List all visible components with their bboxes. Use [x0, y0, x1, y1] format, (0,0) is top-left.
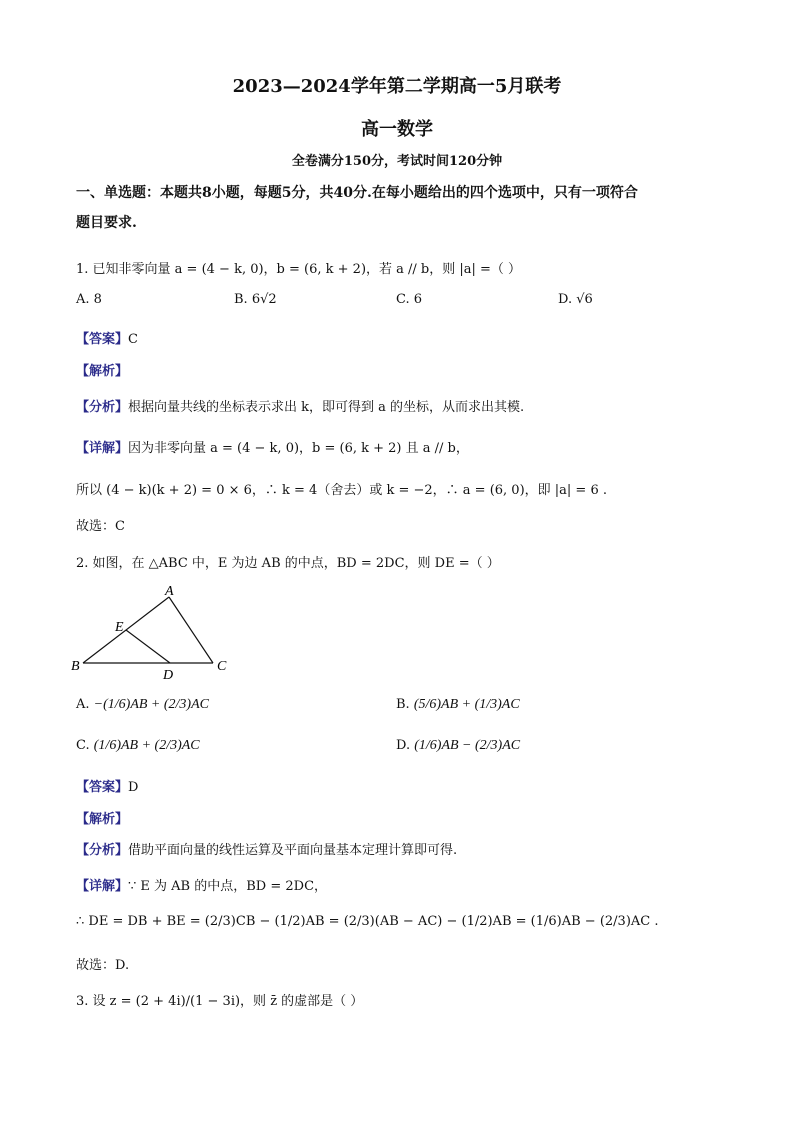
point-label-e: E — [115, 620, 124, 635]
q2-option-d — [396, 738, 520, 754]
option-label: D. — [558, 292, 573, 307]
q2-option-c — [76, 738, 200, 754]
option-label: C. — [396, 292, 410, 307]
q2-analysis — [76, 808, 128, 827]
fenxi-text: 借助平面向量的线性运算及平面向量基本定理计算即可得. — [128, 843, 458, 858]
q1-option-c — [396, 292, 422, 307]
q2-detail — [76, 875, 327, 894]
answer-tag: 【答案】 — [76, 780, 129, 795]
triangle-figure — [66, 582, 236, 682]
q1-fenxi — [76, 396, 524, 415]
section-heading-line2: 题目要求. — [76, 215, 137, 231]
detail-text: 因为非零向量 a = (4 − k, 0)，b = (6, k + 2) 且 a // b， — [128, 441, 469, 456]
option-text: 8 — [93, 292, 102, 307]
fenxi-text: 根据向量共线的坐标表示求出 k，即可得到 a 的坐标，从而求出其模. — [128, 400, 525, 415]
detail-tag: 【详解】 — [76, 879, 129, 894]
page-title: 2023—2024学年第二学期高一5月联考 — [232, 76, 562, 97]
q1-analysis — [76, 360, 128, 379]
q1-option-d — [558, 292, 593, 307]
fenxi-tag: 【分析】 — [76, 843, 129, 858]
vertex-label-b: B — [71, 659, 80, 674]
q3-stem: 3. 设 z = (2 + 4i)/(1 − 3i)，则 z̄ 的虚部是（ ） — [76, 994, 364, 1009]
detail-tag: 【详解】 — [76, 441, 129, 456]
q2-answer — [76, 776, 138, 795]
analysis-tag: 【解析】 — [76, 812, 129, 827]
option-text: √6 — [576, 292, 593, 307]
answer-tag: 【答案】 — [76, 332, 129, 347]
option-label: B. — [234, 292, 248, 307]
q2-fenxi — [76, 839, 457, 858]
q1-conclusion: 故选：C — [76, 519, 125, 534]
analysis-tag: 【解析】 — [76, 364, 129, 379]
option-label: D. — [396, 738, 411, 753]
option-text: (5/6)AB + (1/3)AC — [413, 697, 520, 712]
option-text: −(1/6)AB + (2/3)AC — [93, 697, 209, 712]
q1-detail-line2: 所以 (4 − k)(k + 2) = 0 × 6，∴ k = 4（舍去）或 k = −2，∴ a = (6, 0)，即 |a| = 6 . — [76, 483, 607, 498]
vertex-label-c: C — [217, 659, 227, 674]
q1-answer — [76, 328, 138, 347]
subject-title: 高一数学 — [361, 119, 433, 140]
q1-option-a — [76, 292, 102, 307]
q1-option-b — [234, 292, 277, 307]
option-text: (1/6)AB + (2/3)AC — [93, 738, 200, 753]
q2-option-a — [76, 697, 209, 713]
option-label: B. — [396, 697, 410, 712]
exam-info: 全卷满分150分，考试时间120分钟 — [291, 154, 503, 169]
q2-detail-line2: ∴ DE = DB + BE = (2/3)CB − (1/2)AB = (2/3)(AB − AC) − (1/2)AB = (1/6)AB − (2/3)AC . — [76, 914, 659, 929]
option-text: 6√2 — [251, 292, 277, 307]
section-heading-line1: 一、单选题：本题共8小题，每题5分，共40分.在每小题给出的四个选项中，只有一项符合 — [76, 185, 638, 201]
option-label: A. — [76, 697, 90, 712]
option-label: C. — [76, 738, 90, 753]
q2-option-b — [396, 697, 520, 713]
q1-stem: 1. 已知非零向量 a = (4 − k, 0)，b = (6, k + 2)，若 a // b，则 |a| =（ ） — [76, 262, 522, 277]
option-text: 6 — [413, 292, 423, 307]
fenxi-tag: 【分析】 — [76, 400, 129, 415]
segment-ed — [126, 630, 170, 663]
answer-value: C — [128, 332, 138, 347]
q2-stem: 2. 如图，在 △ABC 中，E 为边 AB 的中点，BD = 2DC，则 DE =（ ） — [76, 556, 500, 571]
q2-conclusion: 故选：D. — [76, 958, 130, 973]
vertex-label-a: A — [165, 584, 174, 599]
point-label-d: D — [163, 668, 174, 682]
detail-text: ∵ E 为 AB 的中点，BD = 2DC， — [128, 879, 328, 894]
side-ac — [169, 597, 213, 663]
answer-value: D — [128, 780, 139, 795]
option-label: A. — [76, 292, 90, 307]
option-text: (1/6)AB − (2/3)AC — [414, 738, 521, 753]
q1-detail — [76, 437, 469, 456]
